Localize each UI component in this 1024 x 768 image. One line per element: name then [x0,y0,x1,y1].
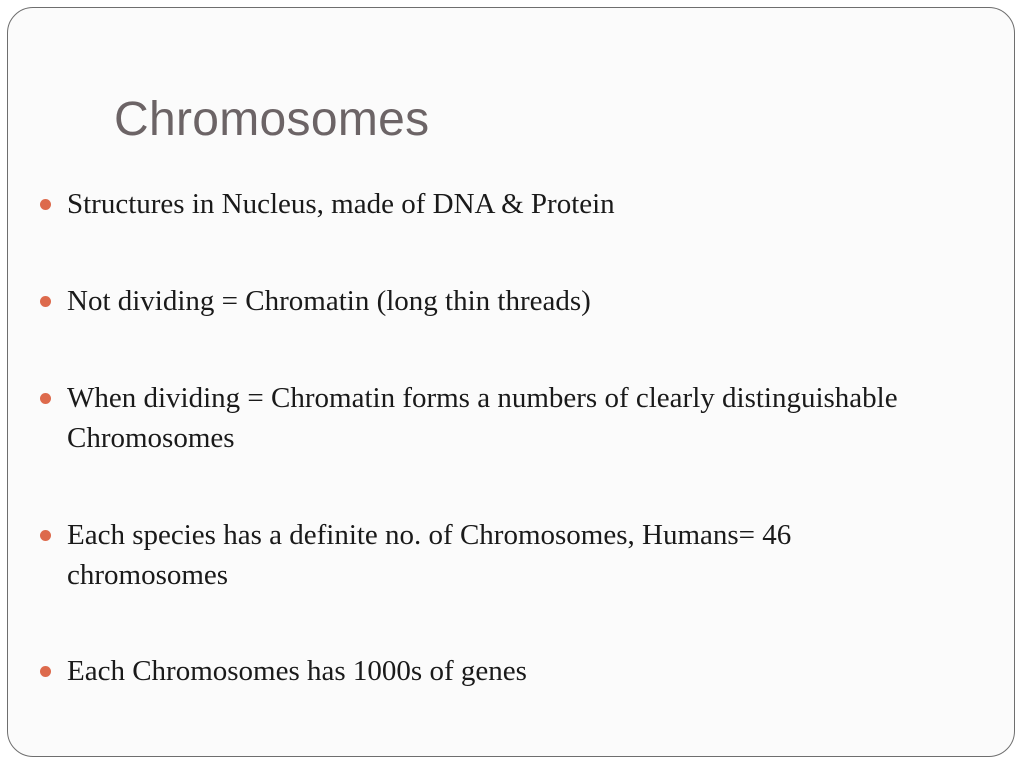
bullet-item [67,281,947,321]
bullet-item [67,378,947,458]
bullet-text: When dividing = Chromatin forms a numbers of clearly distinguishable Chromosomes [67,382,898,454]
slide-title: Chromosomes [114,93,430,146]
bullet-item [67,651,947,691]
bullet-list [8,8,1014,756]
bullet-text: Each species has a definite no. of Chromosomes, Humans= 46 chromosomes [67,519,792,591]
bullet-item [67,184,947,224]
slide-frame [7,7,1015,757]
bullet-text: Each Chromosomes has 1000s of genes [67,655,527,687]
bullet-dot-icon [40,530,51,541]
bullet-dot-icon [40,666,51,677]
bullet-dot-icon [40,199,51,210]
bullet-text: Not dividing = Chromatin (long thin threads) [67,285,591,317]
bullet-item [67,515,947,595]
bullet-text: Structures in Nucleus, made of DNA & Protein [67,188,615,220]
bullet-dot-icon [40,393,51,404]
bullet-dot-icon [40,296,51,307]
